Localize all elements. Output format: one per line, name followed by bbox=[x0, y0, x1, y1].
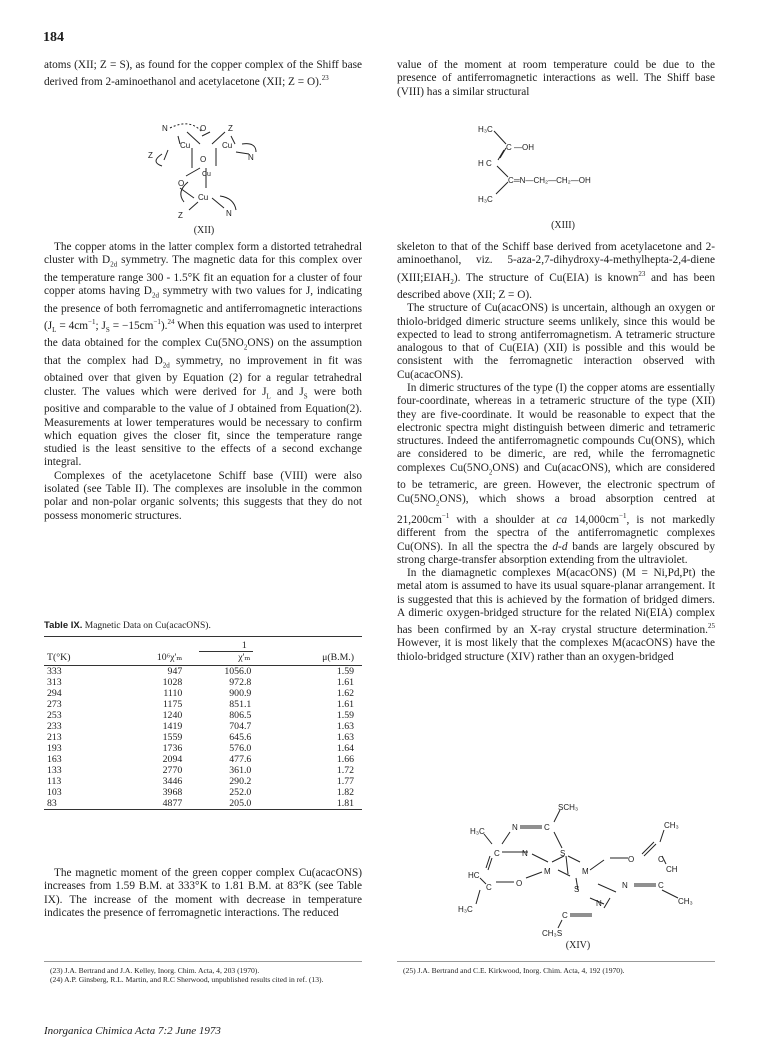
cell-reciprocal: 704.7 bbox=[229, 721, 252, 732]
xii-label-cu: Cu bbox=[198, 193, 209, 202]
structure-xii-diagram bbox=[140, 118, 270, 222]
header-temperature: T(°K) bbox=[47, 652, 71, 663]
cell-temperature: 233 bbox=[47, 721, 62, 732]
cell-susceptibility: 4877 bbox=[162, 798, 183, 809]
cell-reciprocal: 900.9 bbox=[229, 688, 252, 699]
magnetic-data-table bbox=[44, 637, 362, 810]
header-reciprocal-susceptibility: 1 χ'ₘ bbox=[182, 637, 261, 666]
xii-label-o: O bbox=[178, 179, 185, 188]
cell-susceptibility: 1419 bbox=[162, 721, 183, 732]
xiv-label-n: N bbox=[522, 849, 528, 858]
xiv-label-ch3: CH₃ bbox=[678, 897, 693, 906]
xiii-label-hc: H C bbox=[478, 159, 492, 168]
paragraph-right-2: skeleton to that of the Schiff base derived from acetylacetone and 2-aminoethanol, viz. 5-aza-2,7-dihydroxy-4-methylhepta-2,4-diene $(XIII;EIAH_2)$. The structure of Cu(EIA) is known$^{23}$ and has been described above (XII; Z = O). bbox=[397, 241, 715, 301]
cell-susceptibility: 2770 bbox=[162, 765, 183, 776]
xiv-label-hc: HC bbox=[468, 871, 480, 880]
paragraph-right-5: In the diamagnetic complexes M(acacONS) (M = Ni,Pd,Pt) the metal atom is assumed to have its usual square-planar arrangement. It is suggested that this is achieved by the formation of bridged dimers. A dimeric oxygen-bridged structure for the related Ni(EIA) complex has been confirmed by an X-ray crystal structure determination.$^{25}$ However, it is most likely that the complexes M(acacONS) have the thiolo-bridged structure (XIV) rather than an oxygen-bridged bbox=[397, 567, 715, 663]
cell-moment: 1.63 bbox=[336, 732, 354, 743]
cell-reciprocal: 806.5 bbox=[229, 710, 252, 721]
table-row bbox=[44, 688, 362, 699]
cell-susceptibility: 3968 bbox=[162, 787, 183, 798]
xiv-label-n: N bbox=[596, 899, 602, 908]
xii-label-cu: Cu bbox=[180, 141, 191, 150]
page-number: 184 bbox=[43, 30, 64, 45]
xiv-label-s: S bbox=[574, 885, 580, 894]
cell-susceptibility: 3446 bbox=[162, 776, 183, 787]
paragraph-left-4: The magnetic moment of the green copper complex Cu(acacONS) increases from 1.59 B.M. at 333°K to 1.81 B.M. at 83°K (see Table IX). The increase of the moment with decrease in temperature indicates the presence of ferromagnetic interactions. The reduced bbox=[44, 867, 362, 919]
table-row bbox=[44, 721, 362, 732]
header-susceptibility: 10⁶χ'ₘ bbox=[156, 652, 183, 663]
paragraph-right-3: The structure of Cu(acacONS) is uncertain, although an oxygen or thiolo-bridged dimeric structure seems unlikely, since this would be expected to lead to strong antiferromagnetism. A tetrameric structure analogous to that of Cu(EIA) (XII) is possible and this would be consistent with the ferromagnetic interaction observed with Cu(acacONS). bbox=[397, 302, 715, 381]
cell-susceptibility: 1028 bbox=[162, 677, 183, 688]
table-row bbox=[44, 776, 362, 787]
xiv-label-c: C bbox=[494, 849, 500, 858]
cell-reciprocal: 972.8 bbox=[229, 677, 252, 688]
cell-moment: 1.59 bbox=[336, 666, 354, 677]
xii-label-cu: Cu bbox=[222, 141, 233, 150]
xiv-label-c: C bbox=[544, 823, 550, 832]
cell-reciprocal: 290.2 bbox=[229, 776, 252, 787]
xiii-label-c: C bbox=[506, 143, 512, 152]
table-body bbox=[44, 666, 362, 810]
xiv-label-n: N bbox=[622, 881, 628, 890]
xii-label-z: Z bbox=[228, 124, 233, 133]
references-right bbox=[397, 961, 715, 975]
cell-moment: 1.61 bbox=[336, 677, 354, 688]
cell-moment: 1.72 bbox=[336, 765, 354, 776]
right-column-middle bbox=[397, 241, 715, 664]
caption-xiv: (XIV) bbox=[565, 940, 591, 951]
paragraph-left-2: The copper atoms in the latter complex form a distorted tetrahedral cluster with $D_{2d}$ symmetry. The magnetic data for this complex over the temperature range 300 - 1.5°K fit an equation for a cluster of four copper atoms having $D_{2d}$ symmetry with two values for J, indicating the presence of both ferromagnetic and antiferromagnetic interactions ($J_L = 4cm^{-1}$; $J_S = -15cm^{-1}).^{24}$ When this equation was used to interpret the data obtained for the complex $Cu(5NO_2ONS)$ on the assumption that the complex had $D_{2d}$ symmetry, no improvement in fit was obtained over that given by Equation (2) for a regular tetrahedral cluster. The values which were derived for $J_L$ and $J_S$ were both positive and comparable to the value of J obtained from Equation(2). Measurements at lower temperatures would be necessary to confirm which equation gives the closer fit, since the temperature range studied is the least sensitive to the effects of a second exchange integral. bbox=[44, 241, 362, 469]
cell-susceptibility: 1240 bbox=[162, 710, 183, 721]
reference-24: (24) A.P. Ginsberg, R.L. Martin, and R.C Sherwood, unpublished results cited in ref. (13). bbox=[50, 975, 324, 984]
paragraph-right-4: In dimeric structures of the type (I) the copper atoms are essentially four-coordinate, whereas in a tetrameric structure of the type (XII) they are five-coordinate. It would be reasonable to expect that the electronic spectra might distinguish between dimeric and tetrameric structures. Indeed the antiferromagnetic compounds Cu(ONS), which are considered to be dimeric, are red, while the ferromagnetic complexes $Cu(5NO_2ONS)$ and Cu(acacONS), which are considered to be tetrameric, are green. However, the electronic spectrum of $Cu(5NO_2ONS)$, which shows a broad absorption centred at $21,200cm^{-1}$ with a shoulder at ca $14,000cm^{-1}$, is not markedly different from the spectra of the antiferromagnetic complexes Cu(ONS). In all the spectra the d-d bands are largely obscured by strong charge-transfer absorption extending from the ultraviolet. bbox=[397, 381, 716, 566]
xiv-label-sch3: SCH₃ bbox=[558, 803, 579, 812]
table-row bbox=[44, 743, 362, 754]
caption-xiii: (XIII) bbox=[551, 220, 575, 231]
cell-temperature: 333 bbox=[47, 666, 62, 677]
cell-moment: 1.81 bbox=[336, 798, 354, 809]
xiv-label-c: C bbox=[562, 911, 568, 920]
reference-25: (25) J.A. Bertrand and C.E. Kirkwood, Inorg. Chim. Acta, 4, 192 (1970). bbox=[403, 966, 625, 975]
xiv-label-c: C bbox=[658, 855, 664, 864]
cell-temperature: 213 bbox=[47, 732, 62, 743]
table-row bbox=[44, 798, 362, 810]
table-row bbox=[44, 787, 362, 798]
xiii-label-methyl: H₃C bbox=[478, 195, 493, 204]
cell-moment: 1.62 bbox=[336, 688, 354, 699]
cell-temperature: 273 bbox=[47, 699, 62, 710]
table-row bbox=[44, 765, 362, 776]
cell-moment: 1.66 bbox=[336, 754, 354, 765]
left-column-middle bbox=[44, 241, 362, 523]
xiii-label-oh: —OH bbox=[514, 143, 534, 152]
cell-temperature: 103 bbox=[47, 787, 62, 798]
cell-moment: 1.64 bbox=[336, 743, 354, 754]
table-title: Table IX. Magnetic Data on Cu(acacONS). bbox=[44, 620, 211, 631]
cell-temperature: 193 bbox=[47, 743, 62, 754]
xiv-label-s: S bbox=[560, 849, 566, 858]
table-row bbox=[44, 732, 362, 743]
xiv-label-o: O bbox=[628, 855, 635, 864]
xiv-label-n: N bbox=[512, 823, 518, 832]
table-row bbox=[44, 666, 362, 678]
cell-temperature: 253 bbox=[47, 710, 62, 721]
xiv-label-ch: CH bbox=[666, 865, 678, 874]
cell-susceptibility: 947 bbox=[167, 666, 183, 677]
cell-moment: 1.82 bbox=[336, 787, 354, 798]
cell-temperature: 163 bbox=[47, 754, 62, 765]
cell-reciprocal: 1056.0 bbox=[224, 666, 252, 677]
table-row bbox=[44, 699, 362, 710]
structure-xiv-diagram bbox=[430, 800, 710, 940]
cell-susceptibility: 1736 bbox=[162, 743, 183, 754]
cell-moment: 1.61 bbox=[336, 699, 354, 710]
xiv-label-m: M bbox=[582, 867, 589, 876]
xiii-label-chain: ═N—CH₂—CH₂—OH bbox=[514, 176, 591, 185]
caption-xii: (XII) bbox=[193, 225, 215, 236]
table-row bbox=[44, 754, 362, 765]
cell-reciprocal: 252.0 bbox=[229, 787, 252, 798]
paragraph-left-1: atoms (XII; Z = S), as found for the copper complex of the Shiff base derived from 2-aminoethanol and acetylacetone (XII; Z = O).$^{23}$ bbox=[44, 59, 362, 89]
journal-footer: Inorganica Chimica Acta 7:2 June 1973 bbox=[44, 1025, 221, 1037]
xii-label-n: N bbox=[162, 124, 168, 133]
cell-susceptibility: 2094 bbox=[162, 754, 183, 765]
cell-susceptibility: 1559 bbox=[162, 732, 183, 743]
xiv-label-ch3: CH₃ bbox=[664, 821, 679, 830]
xiv-label-h3c: H₃C bbox=[458, 905, 473, 914]
xiv-label-ch3s: CH₃S bbox=[542, 929, 563, 938]
paragraph-left-3: Complexes of the acetylacetone Schiff base (VIII) were also isolated (see Table II). The complexes are insoluble in the common polar and non-polar organic solvents; this suggests that they do not possess monomeric structures. bbox=[44, 469, 362, 522]
xiii-label-methyl: H₃C bbox=[478, 125, 493, 134]
right-column-top bbox=[397, 59, 715, 99]
paragraph-right-1: value of the moment at room temperature could be due to the presence of antiferromagnetic interactions as well. The Shiff base (VIII) has a similar structural bbox=[397, 59, 715, 98]
cell-moment: 1.63 bbox=[336, 721, 354, 732]
xii-label-z: Z bbox=[148, 151, 153, 160]
reference-23: (23) J.A. Bertrand and J.A. Kelley, Inorg. Chim. Acta, 4, 203 (1970). bbox=[50, 966, 260, 975]
cell-reciprocal: 576.0 bbox=[229, 743, 252, 754]
xiv-label-c: C bbox=[658, 881, 664, 890]
cell-temperature: 133 bbox=[47, 765, 62, 776]
cell-susceptibility: 1110 bbox=[163, 688, 183, 699]
xii-label-o: O bbox=[200, 124, 207, 133]
structure-xiii-diagram bbox=[470, 120, 610, 208]
xii-label-n: N bbox=[226, 209, 232, 218]
cell-reciprocal: 851.1 bbox=[229, 699, 252, 710]
cell-reciprocal: 205.0 bbox=[229, 798, 252, 809]
table-row bbox=[44, 677, 362, 688]
references-left bbox=[44, 961, 362, 984]
cell-temperature: 313 bbox=[47, 677, 62, 688]
xiii-label-c: C bbox=[508, 176, 514, 185]
xiv-label-c: C bbox=[486, 883, 492, 892]
xii-label-z: Z bbox=[178, 211, 183, 220]
cell-reciprocal: 361.0 bbox=[229, 765, 252, 776]
cell-temperature: 113 bbox=[47, 776, 62, 787]
cell-temperature: 83 bbox=[47, 798, 57, 809]
xiv-label-m: M bbox=[544, 867, 551, 876]
cell-moment: 1.77 bbox=[336, 776, 354, 787]
xii-label-cu: Cu bbox=[202, 171, 211, 178]
cell-reciprocal: 477.6 bbox=[229, 754, 252, 765]
cell-temperature: 294 bbox=[47, 688, 62, 699]
xiv-label-h3c: H₃C bbox=[470, 827, 485, 836]
cell-reciprocal: 645.6 bbox=[229, 732, 252, 743]
left-column-top bbox=[44, 59, 362, 89]
xii-label-n: N bbox=[248, 153, 254, 162]
table-row bbox=[44, 710, 362, 721]
xii-label-o: O bbox=[200, 155, 207, 164]
header-moment: μ(B.M.) bbox=[322, 652, 354, 663]
cell-moment: 1.59 bbox=[336, 710, 354, 721]
cell-susceptibility: 1175 bbox=[163, 699, 183, 710]
left-column-bottom bbox=[44, 867, 362, 920]
xiv-label-o: O bbox=[516, 879, 523, 888]
